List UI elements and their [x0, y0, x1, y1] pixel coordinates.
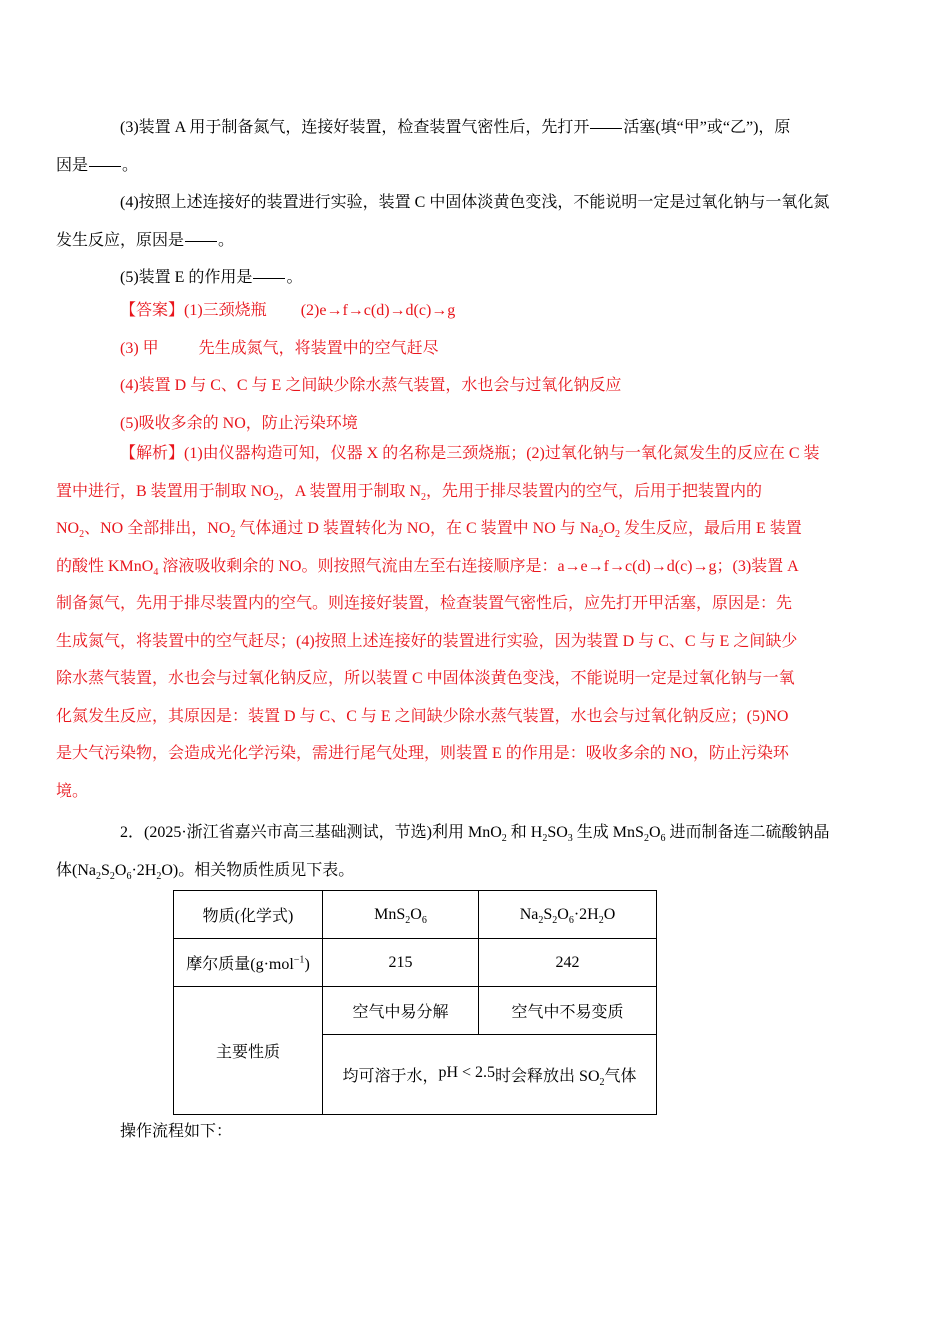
q2-text: O)。相关物质性质见下表。: [161, 861, 355, 879]
superscript: −1: [293, 954, 305, 966]
analysis-text: ，先用于排尽装置内的空气，后用于把装置内的: [426, 482, 763, 500]
ph-expression: pH < 2.5: [438, 1064, 496, 1081]
subscript: 2: [552, 914, 558, 926]
analysis-line: 制备氮气，先用于排尽装置内的空气。则连接好装置，检查装置气密性后，应先打开甲活塞，原因是：先: [56, 595, 793, 612]
answer-3-choice: (3) 甲: [120, 339, 159, 357]
subscript: 2: [79, 529, 85, 541]
subscript: 2: [421, 491, 427, 503]
table-cell: [323, 939, 479, 987]
analysis-line: 的酸性 KMnO: [56, 557, 154, 575]
q4-line2: 发生反应，原因是: [56, 231, 185, 249]
subscript: 3: [567, 833, 573, 845]
shared-property: 时会释放出 SO: [495, 1068, 600, 1085]
answer-blank: [89, 165, 121, 167]
flow-text: 操作流程如下：: [120, 1123, 233, 1140]
subscript: 6: [568, 914, 574, 926]
subscript: 2: [538, 914, 544, 926]
question-5: [88, 259, 863, 297]
q2-text: O: [114, 861, 127, 879]
table-cell: [323, 987, 479, 1035]
property-value: 空气中易分解: [352, 1004, 449, 1021]
subscript: 2: [599, 1077, 605, 1089]
q4-end: 。: [218, 231, 235, 249]
analysis-line: 是大气污染物，会造成光化学污染，需进行尾气处理，则装置 E 的作用是：吸收多余的 NO，防止污染环: [56, 745, 789, 762]
subscript: 2: [615, 529, 621, 541]
subscript: 6: [660, 833, 666, 845]
molar-value: 215: [388, 953, 413, 971]
subscript: 2: [273, 491, 279, 503]
q2-text: 进而制备连二硫酸钠晶: [665, 824, 830, 841]
q3-end: 。: [122, 156, 139, 174]
table-header-cell: [323, 891, 479, 939]
q2-line2: 体(Na: [56, 861, 96, 879]
q2-text: 生成 MnS: [572, 824, 644, 841]
table-row: [174, 987, 657, 1035]
answer-block: [120, 292, 895, 442]
formula-text: MnS: [374, 905, 406, 923]
table-header-cell: [479, 891, 657, 939]
subscript: 2: [405, 914, 411, 926]
answer-3-reason: 先生成氮气，将装置中的空气赶尽: [198, 339, 439, 357]
properties-table: [173, 890, 657, 1115]
subscript: 2: [109, 870, 115, 882]
subscript: 4: [153, 566, 159, 578]
q2-text: 2．(2025·浙江省嘉兴市高三基础测试，节选)利用 MnO: [120, 824, 502, 841]
analysis-text: 发生反应，最后用 E 装置: [620, 520, 802, 537]
subscript: 2: [501, 833, 507, 845]
subscript: 6: [421, 914, 427, 926]
table-cell: [479, 939, 657, 987]
analysis-line: (1)由仪器构造可知，仪器 X 的名称是三颈烧瓶；(2)过氧化钠与一氧化氮发生的反应在 C 装: [184, 445, 820, 462]
q4-text: (4)按照上述连接好的装置进行实验，装置 C 中固体淡黄色变浅，不能说明一定是过氧化钠与一氧化氮: [120, 194, 830, 211]
subscript: 2: [542, 833, 548, 845]
flow-intro: [120, 1113, 895, 1151]
answer-blank: [253, 277, 285, 279]
answer-blank: [185, 240, 217, 242]
analysis-text: 溶液吸收剩余的 NO。则按照气流由左至右连接顺序是：a→e→f→c(d)→d(c)→g；(3)装置 A: [158, 557, 799, 575]
analysis-line: 化氮发生反应，其原因是：装置 D 与 C、C 与 E 之间缺少除水蒸气装置，水也会与过氧化钠反应；(5)NO: [56, 707, 789, 725]
formula-text: Na: [519, 905, 539, 923]
shared-property: 均可溶于水，: [342, 1068, 439, 1085]
formula-text: O: [557, 905, 569, 923]
answer-label: 【答案】: [120, 302, 185, 319]
q3-line2: 因是: [56, 156, 89, 174]
subscript: 2: [96, 870, 101, 882]
answer-4: (4)装置 D 与 C、C 与 E 之间缺少除水蒸气装置，水也会与过氧化钠反应: [120, 377, 622, 394]
analysis-line: NO: [56, 520, 80, 537]
q2-text: O: [648, 824, 661, 841]
q2-text: 和 H: [506, 824, 543, 841]
table-cell: [174, 987, 323, 1115]
analysis-text: O: [603, 520, 616, 537]
analysis-text: 、NO 全部排出，NO: [84, 520, 231, 537]
table-header-cell: [174, 891, 323, 939]
analysis-block: [56, 435, 863, 810]
header-substance: 物质(化学式): [202, 908, 294, 925]
molar-value: 242: [555, 953, 580, 971]
answer-2: (2)e→f→c(d)→d(c)→g: [300, 302, 456, 319]
subscript: 6: [126, 870, 132, 882]
analysis-text: ，A 装置用于制取 N: [278, 482, 422, 500]
subscript: 2: [230, 529, 236, 541]
table-cell: [323, 1035, 657, 1115]
formula-text: O: [603, 905, 616, 923]
q3-text: (3)装置 A 用于制备氮气，连接好装置，检查装置气密性后，先打开: [120, 119, 590, 136]
question-4: [56, 184, 863, 259]
analysis-line: 生成氮气，将装置中的空气赶尽；(4)按照上述连接好的装置进行实验，因为装置 D 与 C、C 与 E 之间缺少: [56, 632, 798, 650]
formula-text: ·2H: [573, 905, 599, 923]
props-label: 主要性质: [215, 1044, 280, 1061]
answer-blank: [590, 127, 622, 129]
subscript: 2: [643, 833, 649, 845]
question-2: [56, 814, 863, 889]
formula-text: O: [410, 905, 422, 923]
table-row: [174, 939, 657, 987]
q2-text: ·2H: [131, 861, 157, 879]
subscript: 2: [598, 529, 604, 541]
analysis-line: 置中进行，B 装置用于制取 NO: [56, 482, 274, 500]
answer-5: (5)吸收多余的 NO，防止污染环境: [120, 414, 358, 432]
analysis-line: 除水蒸气装置，水也会与过氧化钠反应，所以装置 C 中固体淡黄色变浅，不能说明一定是过氧化钠与一氧: [56, 670, 795, 687]
property-value: 空气中不易变质: [511, 1004, 624, 1021]
q5-end: 。: [286, 269, 303, 286]
q3-text-after: 活塞(填“甲”或“乙”)，原: [623, 119, 791, 136]
subscript: 2: [598, 914, 604, 926]
q5-text: (5)装置 E 的作用是: [120, 269, 253, 286]
analysis-line: 境。: [56, 782, 89, 800]
subscript: 2: [156, 870, 162, 882]
molar-label: 摩尔质量(g·mol: [186, 956, 294, 973]
analysis-label: 【解析】: [120, 445, 185, 462]
table-cell: [174, 939, 323, 987]
q2-text: SO: [547, 824, 568, 841]
table-cell: [479, 987, 657, 1035]
shared-property: 气体: [604, 1068, 637, 1085]
formula-text: S: [543, 905, 553, 923]
molar-label-close: ): [304, 956, 310, 973]
answer-1: (1)三颈烧瓶: [184, 302, 267, 319]
question-3: [56, 109, 863, 184]
analysis-text: 气体通过 D 装置转化为 NO，在 C 装置中 NO 与 Na: [235, 520, 599, 537]
table-row: [174, 891, 657, 939]
q2-text: S: [101, 861, 110, 879]
